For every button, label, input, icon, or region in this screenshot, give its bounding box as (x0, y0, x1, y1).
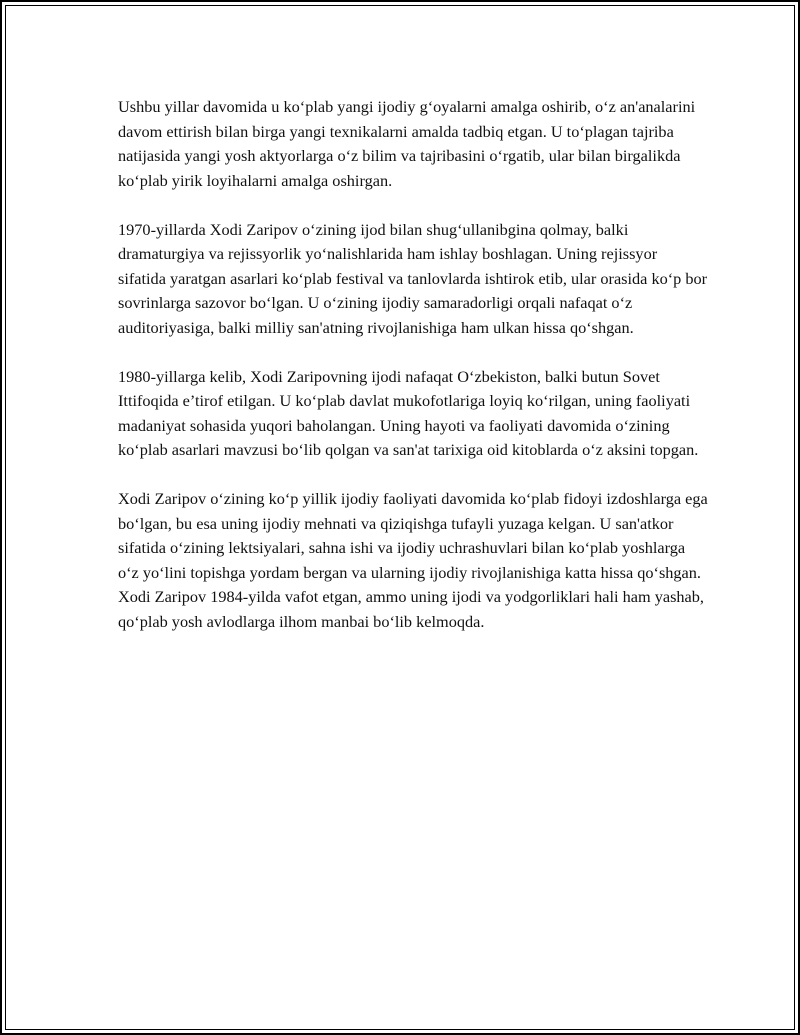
paragraph-3: 1980-yillarga kelib, Xodi Zaripovning ijodi nafaqat Oʻzbekiston, balki butun Sovet Ittifoqida e’tirof etilgan. U koʻplab davlat mukofotlariga loyiq koʻrilgan, uning faoliyati madaniyat sohasida yuqori baholangan. Uning hayoti va faoliyati davomida oʻzining koʻplab asarlari mavzusi boʻlib qolgan va san'at tarixiga oid kitoblarda oʻz aksini topgan. (118, 366, 699, 459)
document-body (118, 95, 708, 659)
paragraph-2: 1970-yillarda Xodi Zaripov oʻzining ijod bilan shugʻullanibgina qolmay, balki dramaturgiya va rejissyorlik yoʻnalishlarida ham ishlay boshlagan. Uning rejissyor sifatida yaratgan asarlari koʻplab festival va tanlovlarda ishtirok etib, ular orasida koʻp bor sovrinlarga sazovor boʻlgan. U oʻzining ijodiy samaradorligi orqali nafaqat oʻz auditoriyasiga, balki milliy san'atning rivojlanishiga ham ulkan hissa qoʻshgan. (118, 219, 708, 337)
paragraph-4: Xodi Zaripov oʻzining koʻp yillik ijodiy faoliyati davomida koʻplab fidoyi izdoshlarga ega boʻlgan, bu esa uning ijodiy mehnati va qiziqishga tufayli yuzaga kelgan. U san'atkor sifatida oʻzining lektsiyalari, sahna ishi va ijodiy uchrashuvlari bilan koʻplab yoshlarga oʻz yoʻlini topishga yordam bergan va ularning ijodiy rivojlanishiga katta hissa qoʻshgan. Xodi Zaripov 1984-yilda vafot etgan, ammo uning ijodi va yodgorliklari hali ham yashab, qoʻplab yosh avlodlarga ilhom manbai boʻlib kelmoqda. (118, 489, 708, 631)
paragraph-1: Ushbu yillar davomida u koʻplab yangi ijodiy gʻoyalarni amalga oshirib, oʻz an'analarini davom ettirish bilan birga yangi texnikalarni amalda tadbiq etgan. U toʻplagan tajriba natijasida yangi yosh aktyorlarga oʻz bilim va tajribasini oʻrgatib, ular bilan birgalikda koʻplab yirik loyihalarni amalga oshirgan. (118, 97, 696, 190)
